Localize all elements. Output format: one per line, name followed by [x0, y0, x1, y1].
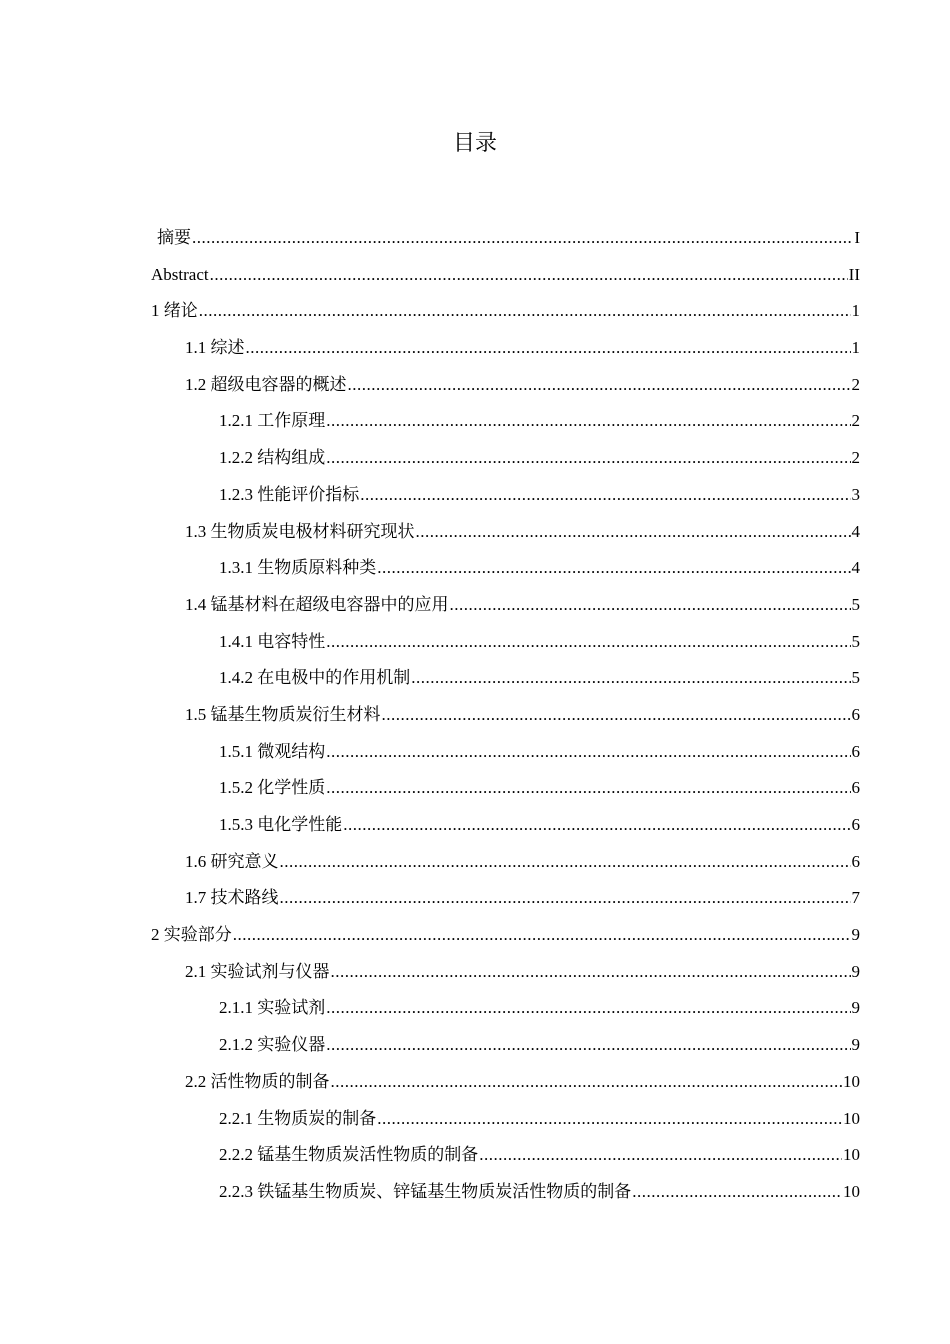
toc-page-number: 6	[851, 851, 860, 871]
toc-dot-leader	[192, 220, 853, 257]
toc-page-number: 5	[851, 668, 860, 688]
toc-page-number: 6	[851, 815, 860, 834]
toc-page-number: 4	[851, 521, 860, 541]
toc-dot-leader	[326, 990, 850, 1027]
toc-entry[interactable]	[151, 990, 860, 1027]
toc-page-number: 3	[851, 484, 860, 504]
toc-entry-label: 1.5.2 化学性质	[219, 778, 326, 798]
toc-dot-leader	[199, 293, 851, 330]
toc-entry-label: 2.1.1 实验试剂	[219, 998, 326, 1018]
toc-entry-label: 1.5 锰基生物质炭衍生材料	[185, 704, 381, 724]
toc-page-number: 9	[851, 961, 860, 981]
toc-page-number: 6	[851, 704, 860, 724]
toc-dot-leader	[233, 917, 851, 954]
toc-entry-label: 2.2 活性物质的制备	[185, 1071, 330, 1091]
toc-dot-leader	[326, 770, 850, 807]
toc-entry-label: 1.2.3 性能评价指标	[219, 484, 360, 504]
toc-entry[interactable]	[151, 550, 860, 587]
toc-dot-leader	[326, 440, 850, 477]
toc-dot-leader	[479, 1137, 842, 1174]
toc-dot-leader	[280, 880, 851, 917]
toc-page-number: II	[848, 264, 860, 284]
toc-entry-label: 1.4.2 在电极中的作用机制	[219, 668, 411, 688]
toc-page-number: I	[854, 228, 860, 247]
toc-dot-leader	[280, 844, 851, 881]
toc-entry-label: 2.2.2 锰基生物质炭活性物质的制备	[219, 1145, 479, 1165]
toc-entry[interactable]	[151, 770, 860, 807]
toc-entry[interactable]	[151, 330, 860, 367]
toc-entry[interactable]	[151, 257, 860, 294]
toc-entry-label: 1.4.1 电容特性	[219, 631, 326, 651]
toc-entry-label: 1.1 综述	[185, 338, 245, 358]
toc-dot-leader	[331, 1064, 843, 1101]
toc-entry[interactable]	[151, 734, 860, 771]
toc-dot-leader	[331, 954, 851, 991]
toc-entry[interactable]	[151, 587, 860, 624]
toc-dot-leader	[632, 1174, 842, 1211]
toc-page-number: 4	[851, 558, 860, 578]
toc-entry[interactable]	[151, 403, 860, 440]
toc-dot-leader	[348, 367, 851, 404]
toc-page-number: 10	[843, 1108, 860, 1128]
toc-entry[interactable]	[151, 220, 860, 257]
toc-dot-leader	[450, 587, 851, 624]
toc-entry[interactable]	[151, 917, 860, 954]
toc-page-number: 1	[851, 301, 860, 321]
toc-entry-label: 2 实验部分	[151, 925, 232, 945]
toc-entry-label: 1.5.1 微观结构	[219, 741, 326, 761]
toc-entry[interactable]	[151, 697, 860, 734]
toc-entry-label: 1.2.2 结构组成	[219, 448, 326, 468]
toc-dot-leader	[382, 697, 851, 734]
toc-dot-leader	[210, 257, 848, 294]
toc-entry[interactable]	[151, 1064, 860, 1101]
toc-entry[interactable]	[151, 1174, 860, 1211]
toc-dot-leader	[326, 734, 850, 771]
toc-page-number: 10	[843, 1071, 860, 1091]
toc-entry[interactable]	[151, 1027, 860, 1064]
toc-page-number: 7	[851, 888, 860, 908]
toc-entry[interactable]	[151, 844, 860, 881]
page-title: 目录	[452, 131, 497, 156]
toc-dot-leader	[326, 624, 850, 661]
table-of-contents	[151, 220, 860, 1211]
toc-entry-label: 2.2.3 铁锰基生物质炭、锌锰基生物质炭活性物质的制备	[219, 1181, 632, 1201]
toc-entry-label: 2.1.2 实验仪器	[219, 1035, 326, 1055]
toc-page-number: 2	[851, 411, 860, 431]
toc-entry-label: 1.3.1 生物质原料种类	[219, 558, 377, 578]
toc-page-number: 9	[851, 1035, 860, 1055]
toc-entry[interactable]	[151, 624, 860, 661]
toc-entry[interactable]	[151, 954, 860, 991]
toc-entry[interactable]	[151, 514, 860, 551]
toc-page-number: 6	[851, 741, 860, 761]
toc-entry-label: Abstract	[151, 264, 209, 284]
toc-page-number: 6	[851, 778, 860, 798]
toc-dot-leader	[246, 330, 851, 367]
toc-entry[interactable]	[151, 807, 860, 844]
toc-page-number: 2	[851, 448, 860, 468]
toc-entry[interactable]	[151, 293, 860, 330]
toc-dot-leader	[326, 403, 850, 440]
toc-dot-leader	[377, 550, 850, 587]
toc-entry-label: 2.2.1 生物质炭的制备	[219, 1108, 377, 1128]
toc-entry[interactable]	[151, 477, 860, 514]
toc-dot-leader	[416, 514, 851, 551]
toc-entry[interactable]	[151, 660, 860, 697]
toc-entry-label: 1.5.3 电化学性能	[219, 815, 343, 834]
toc-entry[interactable]	[151, 1101, 860, 1138]
toc-entry[interactable]	[151, 1137, 860, 1174]
toc-page-number: 2	[851, 374, 860, 394]
toc-entry-label: 1.2 超级电容器的概述	[185, 374, 347, 394]
toc-entry[interactable]	[151, 367, 860, 404]
toc-entry-label: 1.2.1 工作原理	[219, 411, 326, 431]
toc-dot-leader	[326, 1027, 850, 1064]
toc-page-number: 5	[851, 631, 860, 651]
toc-dot-leader	[360, 477, 850, 514]
toc-entry-label: 1.7 技术路线	[185, 888, 279, 908]
toc-page-number: 10	[843, 1145, 860, 1165]
toc-entry-label: 摘要	[157, 228, 191, 247]
toc-entry-label: 1.3 生物质炭电极材料研究现状	[185, 521, 415, 541]
toc-page-number: 1	[851, 338, 860, 358]
toc-dot-leader	[343, 807, 850, 844]
toc-entry-label: 2.1 实验试剂与仪器	[185, 961, 330, 981]
toc-page-number: 9	[851, 925, 860, 945]
toc-entry-label: 1.4 锰基材料在超级电容器中的应用	[185, 594, 449, 614]
toc-dot-leader	[377, 1101, 842, 1138]
toc-dot-leader	[411, 660, 850, 697]
toc-entry-label: 1 绪论	[151, 301, 198, 321]
toc-page-number: 5	[851, 594, 860, 614]
toc-page-number: 9	[851, 998, 860, 1018]
toc-entry-label: 1.6 研究意义	[185, 851, 279, 871]
toc-page-number: 10	[843, 1181, 860, 1201]
toc-entry[interactable]	[151, 880, 860, 917]
toc-entry[interactable]	[151, 440, 860, 477]
